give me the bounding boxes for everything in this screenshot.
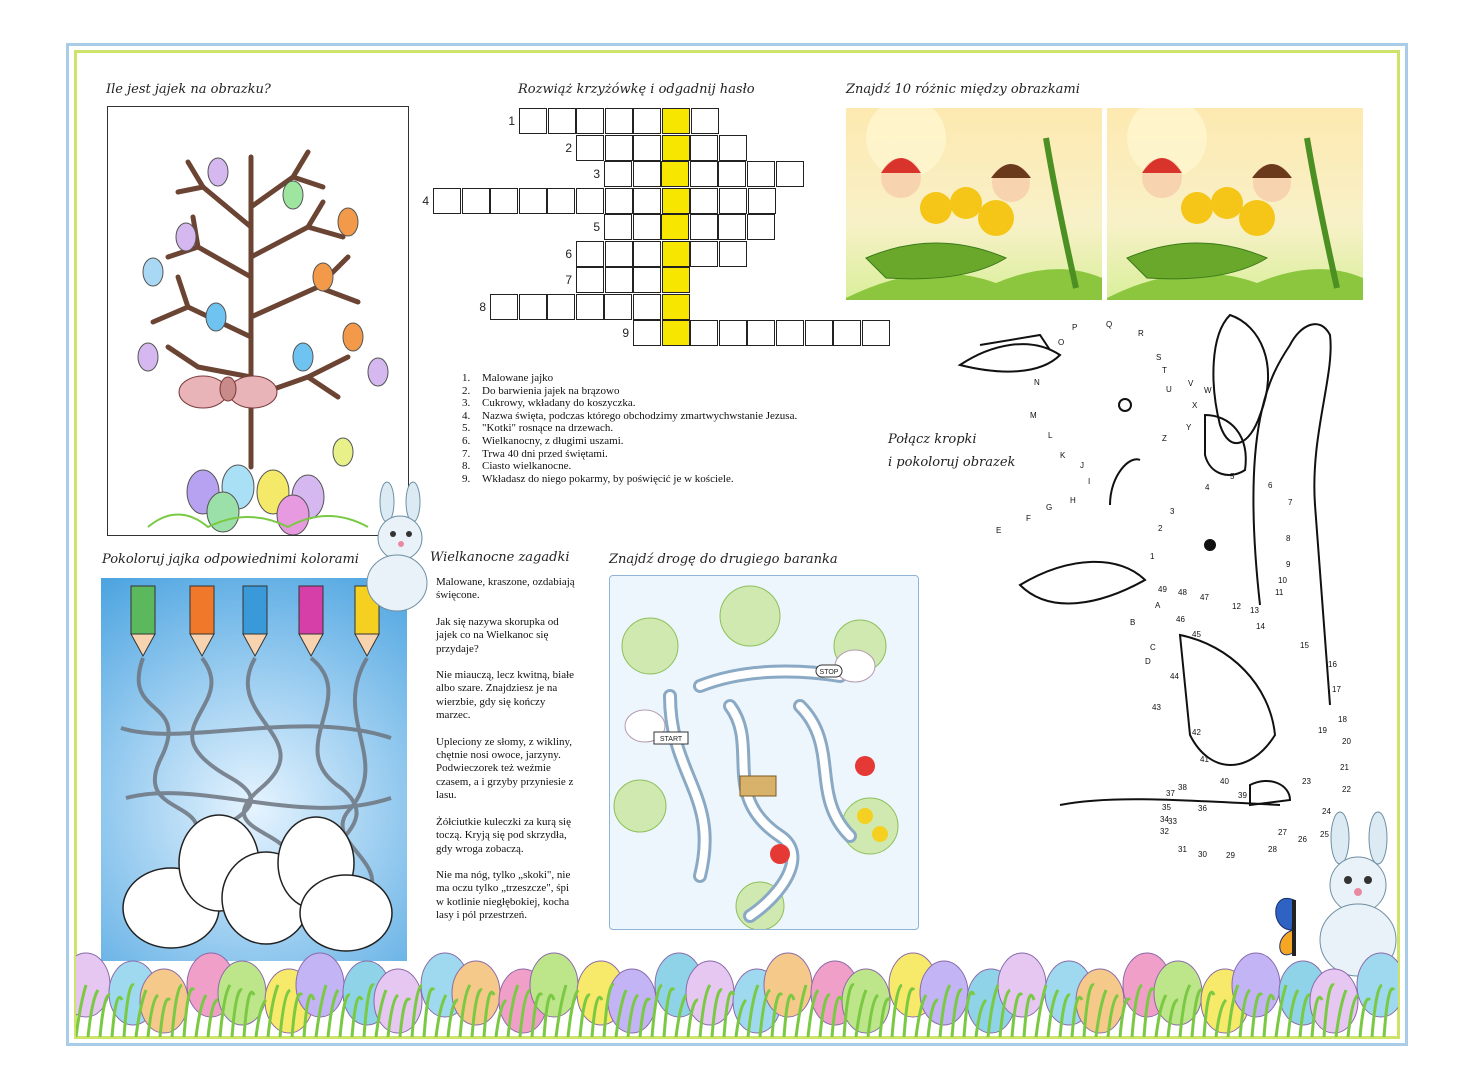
dot-letter-label: L xyxy=(1048,431,1053,440)
dot-number-label: 46 xyxy=(1176,615,1185,624)
dot-number-label: 17 xyxy=(1332,685,1341,694)
clue-text: Malowane jajko xyxy=(482,372,554,384)
dot-number-label: 25 xyxy=(1320,830,1329,839)
dot-number-label: 20 xyxy=(1342,737,1351,746)
clue-text: Nazwa święta, podczas którego obchodzimy zmartwychwstanie Jezusa. xyxy=(482,409,798,422)
dot-number-label: 45 xyxy=(1192,630,1201,639)
dot-letter-label: P xyxy=(1072,323,1078,332)
dot-number-label: 7 xyxy=(1288,498,1293,507)
bunny-top xyxy=(355,478,445,628)
heading-differences: Znajdź 10 różnic między obrazkami xyxy=(846,82,1080,97)
lamb-maze-illustration xyxy=(610,576,919,930)
dot-number-label: 29 xyxy=(1226,851,1235,860)
dot-number-label: 6 xyxy=(1268,481,1273,490)
dot-number-label: 31 xyxy=(1178,845,1187,854)
dot-letter-label: O xyxy=(1058,338,1065,347)
kids-scene-right xyxy=(1107,108,1363,300)
dot-letter-label: E xyxy=(996,526,1002,535)
crossword-clues xyxy=(462,372,797,485)
heading-connect-dots-1: Połącz kropki xyxy=(888,432,977,447)
dot-number-label: 42 xyxy=(1192,728,1201,737)
dot-number-label: 19 xyxy=(1318,726,1327,735)
dot-letter-label: A xyxy=(1155,601,1161,610)
dot-number-label: 11 xyxy=(1275,588,1284,597)
dot-number-label: 1 xyxy=(1150,552,1155,561)
dot-letter-label: Z xyxy=(1162,434,1167,443)
dot-number-label: 13 xyxy=(1250,606,1259,615)
clue-number: 4. xyxy=(462,409,471,422)
crossword-row-number: 7 xyxy=(565,273,572,287)
dot-letter-label: I xyxy=(1088,477,1091,486)
dot-letter-label: F xyxy=(1026,514,1031,523)
butterfly-figure xyxy=(179,376,277,408)
clue-item xyxy=(462,448,797,461)
clue-number: 6. xyxy=(462,434,471,447)
heading-count-eggs: Ile jest jajek na obrazku? xyxy=(106,82,271,97)
dot-number-label: 40 xyxy=(1220,777,1229,786)
dot-letter-label: S xyxy=(1156,353,1162,362)
riddle: Żółciutkie kuleczki za kurą się toczą. Kryją się pod skrzydła, gdy wroga zobaczą. xyxy=(436,815,571,855)
dot-number-label: 23 xyxy=(1302,777,1311,786)
clue-number: 3. xyxy=(462,397,471,410)
dot-letter-label: M xyxy=(1030,411,1037,420)
dot-letter-label: U xyxy=(1166,385,1172,394)
dot-number-label: 24 xyxy=(1322,807,1331,816)
dot-number-label: 10 xyxy=(1278,576,1287,585)
crossword-row-number: 1 xyxy=(508,114,515,128)
clue-item xyxy=(462,473,797,486)
dot-letter-label: V xyxy=(1188,379,1194,388)
dot-number-label: 3 xyxy=(1170,507,1175,516)
clue-number: 2. xyxy=(462,384,471,397)
crossword-row-number: 2 xyxy=(565,140,572,155)
clue-text: Trwa 40 dni przed świętami. xyxy=(482,447,608,460)
color-eggs-panel xyxy=(101,578,407,961)
riddles-text xyxy=(436,576,576,936)
clue-text: Wielkanocny, z długimi uszami. xyxy=(482,434,624,447)
dot-letter-label: D xyxy=(1145,657,1151,666)
clue-number: 8. xyxy=(462,460,471,473)
dot-letter-label: G xyxy=(1046,503,1053,512)
dot-number-label: 44 xyxy=(1170,672,1179,681)
dot-number-label: 30 xyxy=(1198,850,1207,859)
dot-number-label: 33 xyxy=(1168,817,1177,826)
clue-text: "Kotki" rosnące na drzewach. xyxy=(482,422,614,435)
dot-number-label: 9 xyxy=(1286,560,1291,569)
dot-number-label: 5 xyxy=(1230,472,1235,481)
crossword-row-number: 6 xyxy=(565,246,572,261)
crossword-row-number: 8 xyxy=(479,299,486,314)
dot-letter-label: W xyxy=(1204,386,1212,395)
dot-letter-label: B xyxy=(1130,618,1136,627)
dot-number-label: 14 xyxy=(1256,622,1265,631)
dot-number-label: 27 xyxy=(1278,828,1287,837)
border-egg xyxy=(140,969,188,1033)
border-egg xyxy=(1076,969,1124,1033)
clue-text: Wkładasz do niego pokarmy, by poświęcić je w kościele. xyxy=(482,472,734,485)
riddle: Nie ma nóg, tylko „skoki", nie ma oczu tylko „trzeszcze", śpi w kotlinie niegłębokiej, kocha lasy i pól przestrzeń. xyxy=(436,868,571,922)
crossword-row-number: 5 xyxy=(593,220,600,234)
kids-scene-left xyxy=(846,108,1102,300)
riddle: Nie miauczą, lecz kwitną, białe albo szare. Znajdziesz je na wierzbie, gdy się kończy marzec. xyxy=(436,669,575,722)
dot-number-label: 18 xyxy=(1338,715,1347,724)
dot-number-label: 22 xyxy=(1342,785,1351,794)
clue-item xyxy=(462,372,797,385)
heading-color-eggs: Pokoloruj jajka odpowiednimi kolorami xyxy=(102,552,359,567)
dot-letter-label: N xyxy=(1034,378,1040,387)
crossword-row-number: 3 xyxy=(593,167,600,181)
start-sign-label: START xyxy=(659,736,683,743)
dot-number-label: 34 xyxy=(1160,815,1169,824)
dot-number-label: 4 xyxy=(1205,483,1210,492)
border-egg xyxy=(920,961,968,1025)
dot-number-label: 28 xyxy=(1268,845,1277,854)
clue-item xyxy=(462,435,797,448)
riddle: Malowane, kraszone, ozdabiają święcone. xyxy=(436,576,575,602)
dot-number-label: 48 xyxy=(1178,588,1187,597)
clue-text: Do barwienia jajek na brązowo xyxy=(482,384,620,397)
dot-letter-label: H xyxy=(1070,496,1076,505)
lamb-maze-panel xyxy=(609,575,919,930)
dot-number-label: 8 xyxy=(1286,534,1291,543)
dot-number-label: 16 xyxy=(1328,660,1337,669)
clue-text: Ciasto wielkanocne. xyxy=(482,460,572,473)
clue-item xyxy=(462,460,797,473)
stop-sign-label: STOP xyxy=(819,669,839,676)
dot-letter-label: Y xyxy=(1186,423,1192,432)
heading-maze: Znajdź drogę do drugiego baranka xyxy=(609,552,838,567)
dot-letter-label: J xyxy=(1080,461,1084,470)
dot-number-label: 37 xyxy=(1166,789,1175,798)
dot-number-label: 49 xyxy=(1158,585,1167,594)
heading-crossword: Rozwiąż krzyżówkę i odgadnij hasło xyxy=(518,82,755,97)
clue-number: 5. xyxy=(462,422,471,435)
dot-number-label: 41 xyxy=(1200,755,1209,764)
dot-number-label: 47 xyxy=(1200,593,1209,602)
dot-number-label: 39 xyxy=(1238,791,1247,800)
heading-riddles: Wielkanocne zagadki xyxy=(430,550,570,565)
riddle: Upleciony ze słomy, z wikliny, chętnie nosi owoce, jarzyny. Podwieczorek też weźmie czasem, a i grzyby przyniesie z lasu. xyxy=(436,735,574,802)
dot-number-label: 15 xyxy=(1300,641,1309,650)
crossword-row-number: 4 xyxy=(422,193,429,208)
clue-item xyxy=(462,397,797,410)
dot-letter-label: C xyxy=(1150,643,1156,652)
difference-picture-left xyxy=(846,108,1102,300)
clue-item xyxy=(462,422,797,435)
dot-number-label: 36 xyxy=(1198,804,1207,813)
connect-dots-panel xyxy=(930,305,1400,865)
dot-letter-label: T xyxy=(1162,366,1167,375)
dot-number-label: 26 xyxy=(1298,835,1307,844)
heading-connect-dots-2: i pokoloruj obrazek xyxy=(888,455,1016,470)
border-egg xyxy=(608,969,656,1033)
border-egg xyxy=(998,953,1046,1017)
egg-tree-illustration xyxy=(108,107,409,536)
clue-item xyxy=(462,410,797,423)
clue-number: 9. xyxy=(462,472,471,485)
dot-number-label: 2 xyxy=(1158,524,1163,533)
pencil-maze-illustration xyxy=(101,578,407,961)
crossword-row-number: 9 xyxy=(622,326,629,340)
dot-number-label: 35 xyxy=(1162,803,1171,812)
egg-grass-border xyxy=(76,915,1398,1037)
dot-number-label: 32 xyxy=(1160,827,1169,836)
stop-sign xyxy=(816,665,842,677)
clue-number: 7. xyxy=(462,447,471,460)
dot-letter-label: K xyxy=(1060,451,1066,460)
dot-letter-label: R xyxy=(1138,329,1144,338)
difference-picture-right xyxy=(1107,108,1363,300)
dot-number-label: 43 xyxy=(1152,703,1161,712)
clue-item xyxy=(462,385,797,398)
dot-number-label: 21 xyxy=(1340,763,1349,772)
riddle: Jak się nazywa skorupka od jajek co na Wielkanoc się przydaje? xyxy=(436,615,559,655)
clue-number: 1. xyxy=(462,372,471,384)
dot-number-label: 12 xyxy=(1232,602,1241,611)
clue-text: Cukrowy, wkładany do koszyczka. xyxy=(482,397,636,410)
dot-number-label: 38 xyxy=(1178,783,1187,792)
start-sign xyxy=(654,732,688,744)
dot-letter-label: X xyxy=(1192,401,1198,410)
dot-letter-label: Q xyxy=(1106,320,1113,329)
egg-tree-panel xyxy=(107,106,409,536)
